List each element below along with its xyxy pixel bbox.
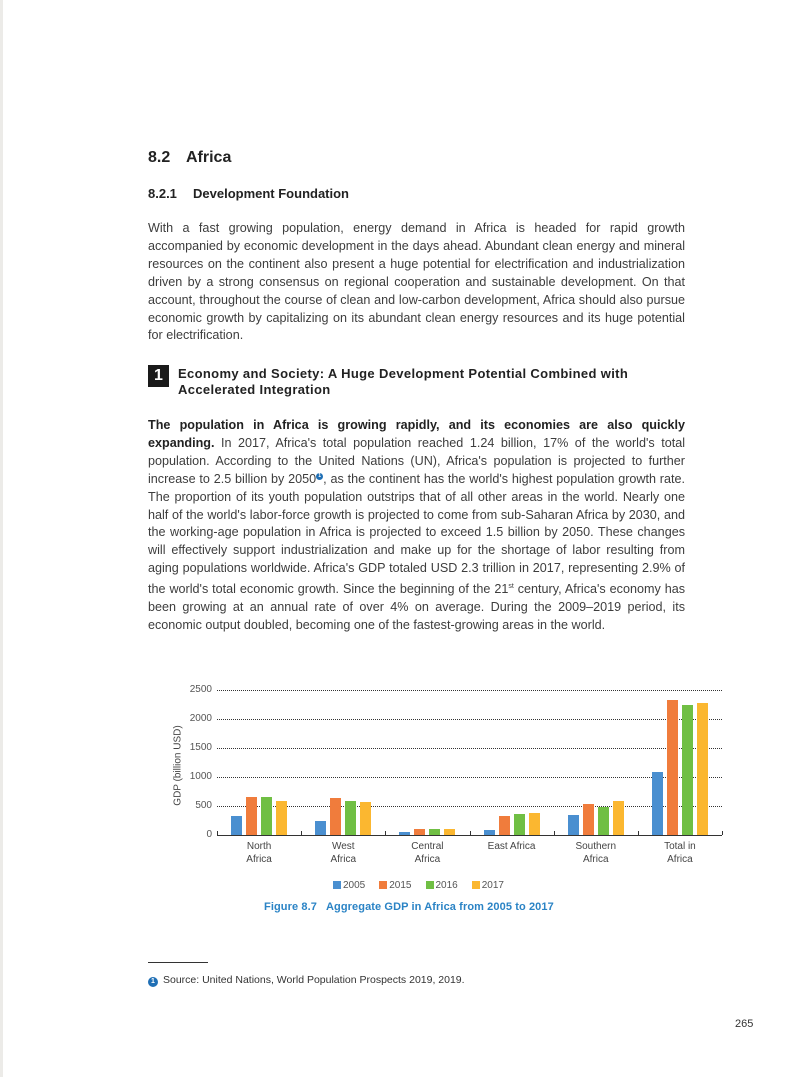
x-tick [217,831,218,835]
figure-title: Aggregate GDP in Africa from 2005 to 2017 [325,901,554,913]
gridline [217,806,722,807]
subsection-number: 8.2.1 [148,186,177,201]
x-tick [470,831,471,835]
legend-label: 2005 [343,880,366,891]
bar-2017 [697,703,708,835]
body-text-c: century, Africa's economy has been growing at an annual rate of over 4% on average. During the 2009–2019 period, its economic output doubled, becoming one of the fastest-growing areas in the world. [148,582,685,632]
legend-swatch-icon [426,881,434,889]
legend-item-2015 [379,880,411,891]
subsection-heading [148,186,349,201]
subsection-title: Development Foundation [193,186,349,201]
bar-2005 [231,816,242,835]
x-axis [217,835,722,836]
section-heading [148,149,231,167]
legend-item-2016 [426,880,458,891]
gdp-bar-chart [160,680,696,870]
gridline [217,777,722,778]
figure-caption [264,901,554,913]
x-category-label: Total in Africa [664,841,696,865]
legend-swatch-icon [379,881,387,889]
x-category-label: East Africa [487,841,536,852]
bar-2016 [682,705,693,835]
y-tick-label: 2500 [189,684,212,695]
intro-paragraph: With a fast growing population, energy demand in Africa is headed for rapid growth accompanied by economic development in the days ahead. Abundant clean energy and mineral resources on the continent also present a huge potential for electrification and industrialization driven by a strong consensus on regional cooperation and sustainable development. On that account, throughout the course of clean and low-carbon development, Africa should also pursue economic growth by capitalizing on its abundant clean energy resources and its huge potential for electrification. [148,221,685,343]
bar-2005 [484,830,495,835]
x-category-label: West Africa [330,841,357,865]
legend-label: 2017 [481,880,504,891]
legend-swatch-icon [472,881,480,889]
x-tick [554,831,555,835]
x-tick [638,831,639,835]
bar-2015 [330,798,341,835]
x-tick [301,831,302,835]
bar-2005 [568,815,579,835]
bar-2016 [514,814,525,835]
page-number: 265 [735,1018,754,1030]
page-left-edge [0,0,3,1077]
bar-2005 [652,772,663,835]
bar-2016 [598,807,609,835]
y-tick-label: 1500 [189,742,212,753]
x-tick [722,831,723,835]
topic-title: Economy and Society: A Huge Development Potential Combined with Accelerated Integration [178,366,629,397]
footnote-text: Source: United Nations, World Population Prospects 2019, 2019. [163,974,465,986]
gridline [217,690,722,691]
y-axis-label: GDP (billion USD) [172,725,184,806]
body-text-b: , as the continent has the world's highest population growth rate. The proportion of its youth population outstrips that of all other areas in the world. Nearly one half of the world's labor-force growth is projected to come from sub-Saharan Africa by 2030, and the working-age population in Africa is projected to exceed 1.5 billion by 2050. These changes will effectively support industrialization and make up for the shortage of labor resulting from aging populations worldwide. Africa's GDP totaled USD 2.3 trillion in 2017, representing 2.9% of the world's total economic growth. Since the beginning of the 21 [148,471,685,597]
bar-2017 [613,801,624,835]
chart-legend [333,880,518,891]
legend-label: 2016 [435,880,458,891]
x-category-label: Central Africa [411,841,444,865]
footnote-divider [148,962,208,963]
bar-2015 [583,804,594,835]
bar-2015 [246,797,257,835]
y-tick-label: 1000 [189,771,212,782]
body-text-a: In 2017, Africa's total population reached 1.24 billion, 17% of the world's total population. According to the United Nations (UN), Africa's population is projected to further increase to 2.5 billion by 2050 [148,435,685,486]
bar-2017 [276,801,287,835]
footnote-ref-icon[interactable]: 1 [316,473,323,480]
y-tick-label: 2000 [189,713,212,724]
y-tick-label: 0 [206,829,212,840]
figure-number: Figure 8.7 [264,901,317,913]
topic-number-badge: 1 [148,365,169,387]
legend-item-2017 [472,880,504,891]
body-lead-bold: The population in Africa is growing rapidly, and its economies are also quickly expanding. [148,418,685,450]
gridline [217,719,722,720]
bar-2016 [261,797,272,835]
footnote [148,974,465,987]
bar-2016 [345,801,356,835]
section-number: 8.2 [148,149,171,166]
y-tick-label: 500 [195,800,212,811]
x-category-label: North Africa [246,841,272,865]
bar-2005 [399,832,410,835]
bar-2015 [499,816,510,835]
bar-2017 [529,813,540,835]
x-tick [385,831,386,835]
legend-label: 2015 [389,880,412,891]
legend-swatch-icon [333,881,341,889]
bar-2015 [667,700,678,835]
bar-2017 [444,829,455,835]
ordinal-superscript: st [508,583,514,591]
bar-2016 [429,829,440,835]
x-category-label: Southern Africa [575,841,617,865]
legend-item-2005 [333,880,365,891]
body-paragraph [148,417,685,635]
bar-2005 [315,821,326,835]
bar-2015 [414,829,425,835]
bar-2017 [360,802,371,835]
footnote-marker-icon: 1 [148,977,158,987]
section-title: Africa [186,149,232,166]
gridline [217,748,722,749]
